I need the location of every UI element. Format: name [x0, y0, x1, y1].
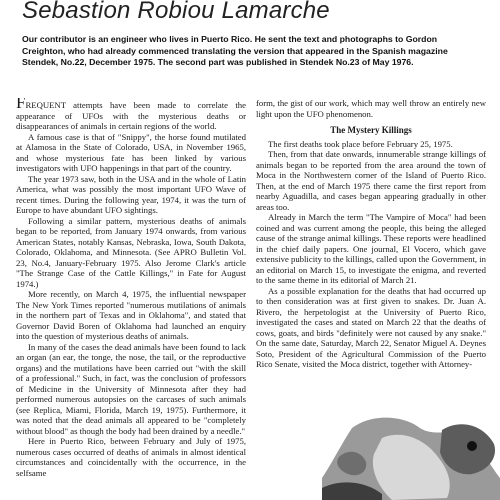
- paragraph: Here in Puerto Rico, between February and July of 1975, numerous cases occurred of deaths of animals in almost identical circumstances and coincidentally with the occurrence, in the selfsame: [16, 436, 246, 478]
- paragraph: Already in March the term "The Vampire of Moca" had been coined and was current among the people, this being the alleged cause of the strange animal killings. These reports were headlined in the chief daily papers. One journal, El Vocero, which gave extensive publicity to the killings, called upon the Government, in an editorial on March 15, to investigate the enigma, and reverted to the same theme in its editorial of March 21.: [256, 212, 486, 285]
- paragraph: A famous case is that of "Snippy", the horse found mutilated at Alamosa in the State of Colorado, USA, in November 1965, and whose mysterious fate has been linked by various investigators with UFO happenings in that part of the country.: [16, 131, 246, 173]
- article-intro: Our contributor is an engineer who lives in Puerto Rico. He sent the text and photographs to Gordon Creighton, who had already commenced translating the version that appeared in the Spanish magazine Stendek, No.22, December 1975. The second part was published in Stendek No.23 of May 1976.: [22, 34, 448, 68]
- section-heading: The Mystery Killings: [330, 125, 412, 135]
- paragraph: In many of the cases the dead animals have been found to lack an organ (an ear, the tonge, the nose, the tail, or the reproductive organs) and the mutilations have been carried out "with the skill of a professional." Such, in fact, was the conclusion of professors of Medicine in the University of Minnesota after they had performed numerous autopsies on the carcases of such animals (see Replica, Miami, Florida, March 19, 1975). Furthermore, it was noted that the dead animals all appeared to be "completely without blood" as though the body had been drained by a needle.": [16, 341, 246, 436]
- article-author: Sebastion Robiou Lamarche: [22, 0, 330, 24]
- paragraph: FREQUENT attempts have been made to correlate the appearance of UFOs with the mysterious deaths or disappearances of animals in certain regions of the world.: [16, 98, 246, 132]
- paragraph: The first deaths took place before February 25, 1975.: [268, 138, 453, 149]
- article-photo: [322, 408, 500, 500]
- paragraph: Then, from that date onwards, innumerable strange killings of animals began to be reported from the area around the town of Moca in the Northwestern corner of the Island of Puerto Rico. Then, at the end of March 1975 there came the first report from nearby Aguadilla, and cases began appearing gradually in other areas too.: [256, 149, 486, 212]
- paragraph: The year 1973 saw, both in the USA and in the whole of Latin America, what was possibly the most important UFO Wave of recent times. During the following year, 1974, it was the turn of Europe to have abundant UFO sightings.: [16, 173, 246, 215]
- paragraph: form, the gist of our work, which may well throw an entirely new light upon the UFO phenomenon.: [256, 98, 486, 119]
- paragraph: More recently, on March 4, 1975, the influential newspaper The New York Times reported "numerous mutilations of animals in the northern part of Texas and in Oklahoma", and stated that Governor David Boren of Oklahoma had launched an enquiry into the question of mysterious deaths of animals.: [16, 289, 246, 341]
- paragraph: As a possible explanation for the deaths that had occurred up to then consideration was at first given to snakes. Dr. Juan A. Rivero, the herpetologist at the University of Puerto Rico, investigated the cases and stated on March 22 that the deaths of cows, goats, and birds "definitely were not caused by any snake." On the same date, Saturday, March 22, Senator Miguel A. Deynes Soto, President of the Agricultural Commission of the Puerto Rico Senate, visited the Moca district, together with Attorney-: [256, 285, 486, 369]
- drop-cap: F: [16, 98, 26, 112]
- left-column: [16, 98, 246, 500]
- paragraph: Following a similar pattern, mysterious deaths of animals began to be reported, from January 1974 onwards, from various American States, notably Kansas, Nebraska, Iowa, South Dakota, Colorado, Oklahoma, and Minnesota. (See APRO Bulletin Vol. 23, No.4, January-February 1975. Also Jerome Clark's article "The Strange Case of the Cattle Killings," in Fate for August 1974.): [16, 215, 246, 289]
